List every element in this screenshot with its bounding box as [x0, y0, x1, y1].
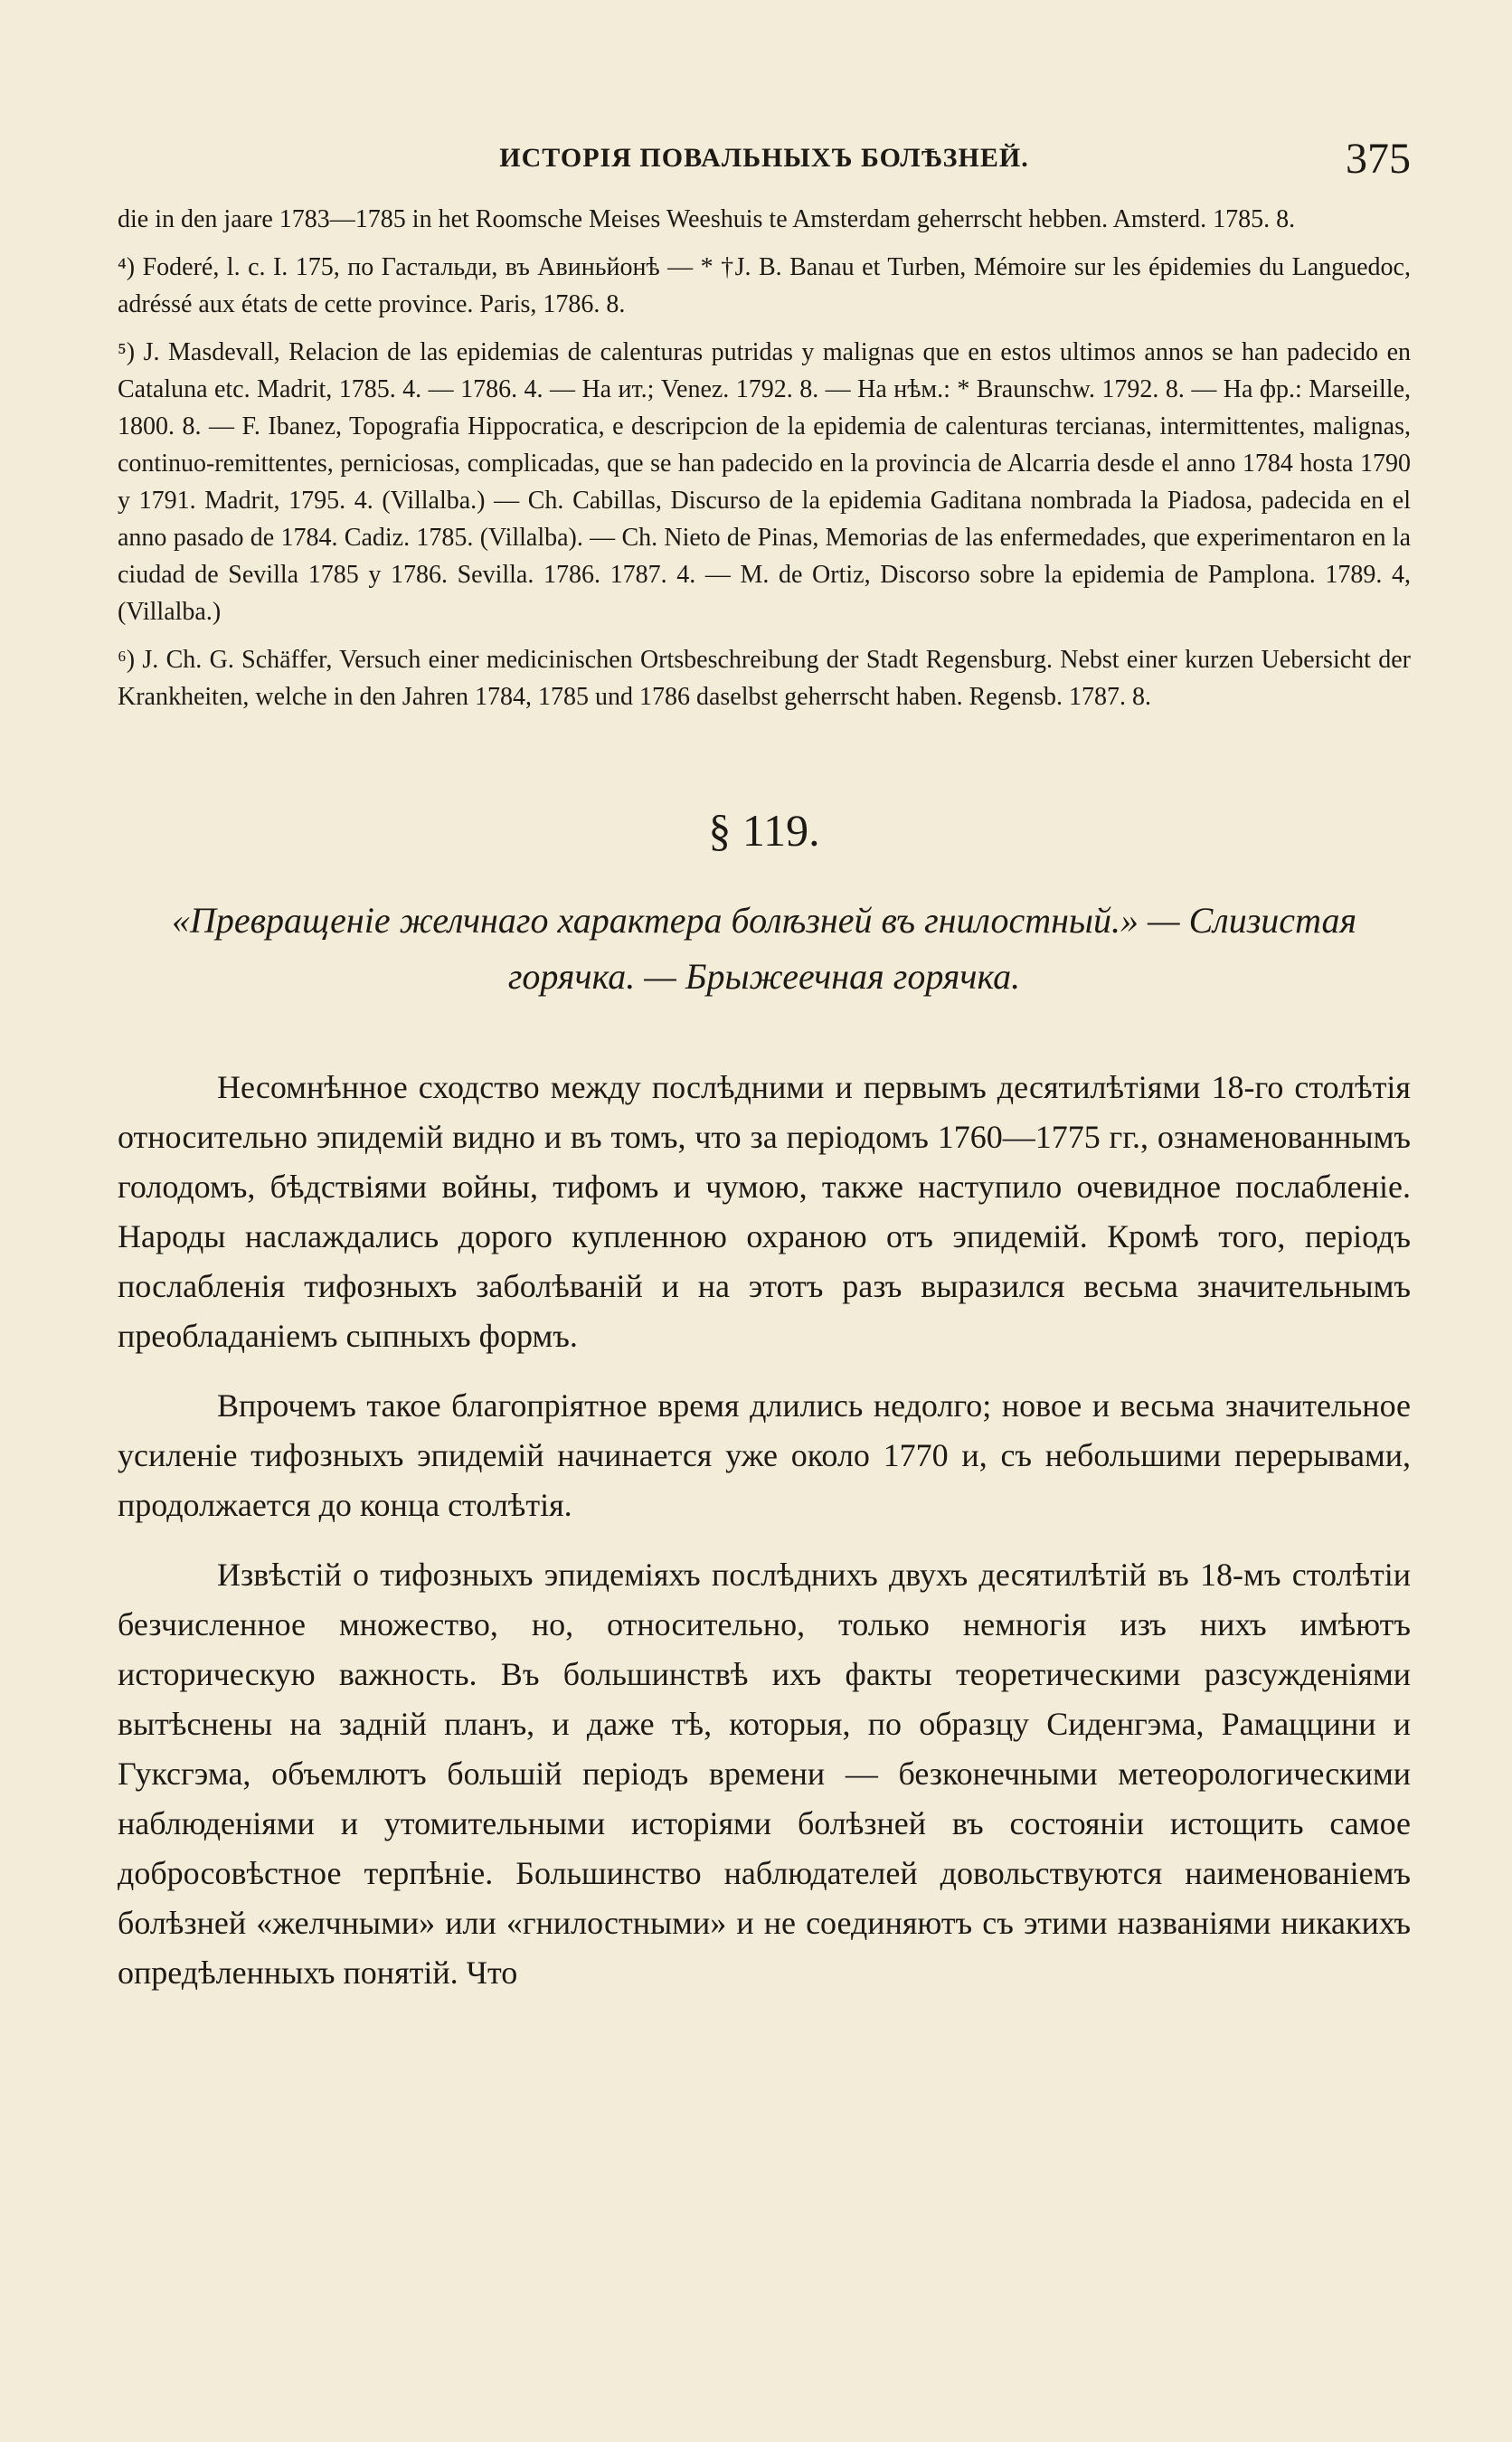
footnote-4: ⁴) Foderé, l. c. I. 175, по Гастальди, въ Авиньйонѣ — * †J. B. Banau et Turben, Mémoire sur les épidemies du Languedoc, adréssé aux états de cette province. Paris, 1786. 8.: [118, 253, 1411, 318]
running-title: ИСТОРІЯ ПОВАЛЬНЫХЪ БОЛѢЗНЕЙ.: [499, 143, 1029, 173]
footnotes: [118, 201, 1411, 715]
page-header: [118, 134, 1411, 185]
footnote-continuation: die in den jaare 1783—1785 in het Roomsche Meises Weeshuis te Amsterdam geherrscht hebben. Amsterd. 1785. 8.: [118, 205, 1296, 233]
page-number: 375: [1346, 135, 1411, 183]
section-number: § 119.: [708, 805, 820, 856]
paragraph: Несомнѣнное сходство между послѣдними и первымъ десятилѣтіями 18-го столѣтія относительно эпидемій видно и въ томъ, что за періодомъ 1760—1775 гг., ознаменованнымъ голодомъ, бѣдствіями войны, тифомъ и чумою, также наступило очевидное послабленіе. Народы наслаждались дорого купленною охраною отъ эпидемій. Кромѣ того, періодъ послабленія тифозныхъ заболѣваній и на этотъ разъ выразился весьма значительнымъ преобладаніемъ сыпныхъ формъ.: [118, 1069, 1411, 1354]
book-page: [118, 134, 1411, 2018]
footnote-5: ⁵) J. Masdevall, Relacion de las epidemias de calenturas putridas y malignas que en estos ultimos annos se han padecido en Cataluna etc. Madrit, 1785. 4. — 1786. 4. — На ит.; Venez. 1792. 8. — На нѣм.: * Braunschw. 1792. 8. — На фр.: Marseille, 1800. 8. — F. Ibanez, Topografia Hippocratica, e descripcion de la epidemia de calenturas tercianas, intermittentes, malignas, continuo-remittentes, perniciosas, complicadas, que se han padecido en la provincia de Alcarria desde el anno 1784 hosta 1790 y 1791. Madrit, 1795. 4. (Villalba.) — Ch. Cabillas, Discurso de la epidemia Gaditana nombrada la Piadosa, padecida en el anno pasado de 1784. Cadiz. 1785. (Villalba). — Ch. Nieto de Pinas, Memorias de las enfermedades, que experimentaron en la ciudad de Sevilla 1785 y 1786. Sevilla. 1786. 1787. 4. — M. de Ortiz, Discorso sobre la epidemia de Pamplona. 1789. 4, (Villalba.): [118, 338, 1411, 626]
paragraph: Извѣстій о тифозныхъ эпидеміяхъ послѣднихъ двухъ десятилѣтій въ 18-мъ столѣтіи безчисленное множество, но, относительно, только немногія изъ нихъ имѣютъ историческую важность. Въ большинствѣ ихъ факты теоретическими разсужденіями вытѣснены на задній планъ, и даже тѣ, которыя, по образцу Сиденгэма, Рамаццини и Гуксгэма, объемлютъ большій періодъ времени — безконечными метеорологическими наблюденіями и утомительными исторіями болѣзней въ состояніи истощить самое добросовѣстное терпѣніе. Большинство наблюдателей довольствуются наименованіемъ болѣзней «желчными» или «гнилостными» и не соединяютъ съ этими названіями никакихъ опредѣленныхъ понятій. Что: [118, 1557, 1411, 1991]
footnote-6: ⁶) J. Ch. G. Schäffer, Versuch einer medicinischen Ortsbeschreibung der Stadt Regensburg. Nebst einer kurzen Uebersicht der Krankheiten, welche in den Jahren 1784, 1785 und 1786 daselbst geherrscht haben. Regensb. 1787. 8.: [118, 646, 1411, 711]
paragraph: Впрочемъ такое благопріятное время длились недолго; новое и весьма значительное усиленіе тифозныхъ эпидемій начинается уже около 1770 и, съ небольшими перерывами, продолжается до конца столѣтія.: [118, 1387, 1411, 1523]
body-text: [118, 1063, 1411, 1998]
section-title: «Превращеніе желчнаго характера болѣзней въ гнилостный.» — Слизистая горячка. — Брыжеечная горячка.: [171, 900, 1357, 997]
